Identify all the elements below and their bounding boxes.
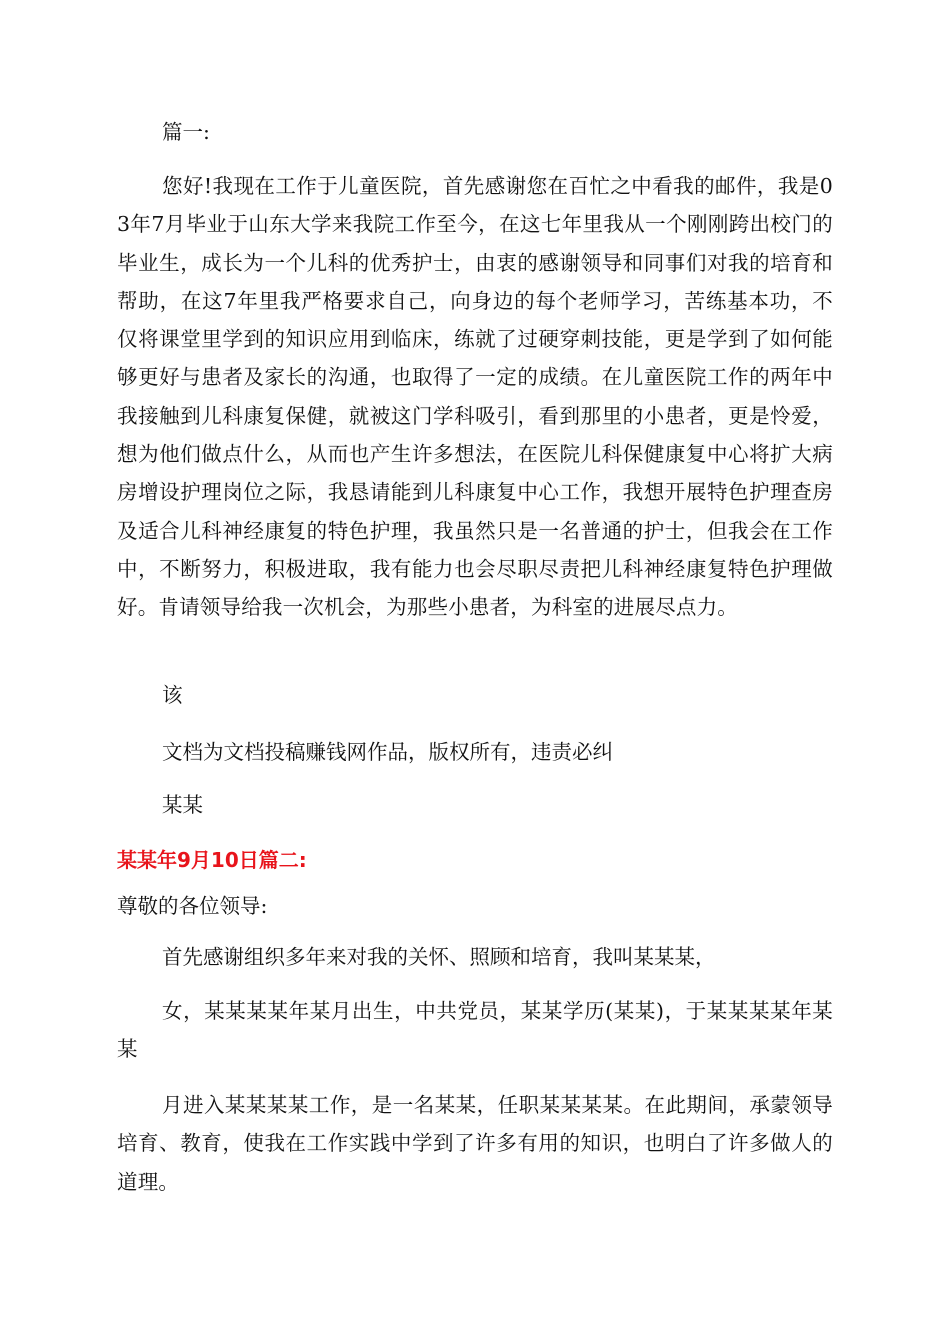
- section1-body: 您好!我现在工作于儿童医院，首先感谢您在百忙之中看我的邮件，我是03年7月毕业于山东大学来我院工作至今，在这七年里我从一个刚刚跨出校门的毕业生，成长为一个儿科的优秀护士，由衷的感谢领导和同事们对我的培育和帮助，在这7年里我严格要求自己，向身边的每个老师学习，苦练基本功，不仅将课堂里学到的知识应用到临床，练就了过硬穿刺技能，更是学到了如何能够更好与患者及家长的沟通，也取得了一定的成绩。在儿童医院工作的两年中我接触到儿科康复保健，就被这门学科吸引，看到那里的小患者，更是怜爱，想为他们做点什么，从而也产生许多想法，在医院儿科保健康复中心将扩大病房增设护理岗位之际，我恳请能到儿科康复中心工作，我想开展特色护理查房及适合儿科神经康复的特色护理，我虽然只是一名普通的护士，但我会在工作中，不断努力，积极进取，我有能力也会尽职尽责把儿科神经康复特色护理做好。肯请领导给我一次机会，为那些小患者，为科室的进展尽点力。: [117, 174, 833, 620]
- intro-paragraph: 首先感谢组织多年来对我的关怀、照顾和培育，我叫某某某，: [162, 945, 716, 969]
- salutation: 尊敬的各位领导:: [117, 894, 268, 918]
- section2-heading: 某某年9月10日篇二:: [117, 848, 307, 872]
- work-paragraph: 月进入某某某某工作，是一名某某，任职某某某某。在此期间，承蒙领导培育、教育，使我在工作实践中学到了许多有用的知识，也明白了许多做人的道理。: [117, 1093, 833, 1194]
- section1-title: 篇一:: [162, 120, 210, 144]
- bio-paragraph: 女，某某某某年某月出生，中共党员，某某学历(某某)，于某某某某年某某: [117, 999, 833, 1062]
- line-gai: 该: [162, 683, 183, 707]
- line-mou: 某某: [162, 793, 203, 817]
- copyright-line: 文档为文档投稿赚钱网作品，版权所有，违责必纠: [162, 740, 613, 764]
